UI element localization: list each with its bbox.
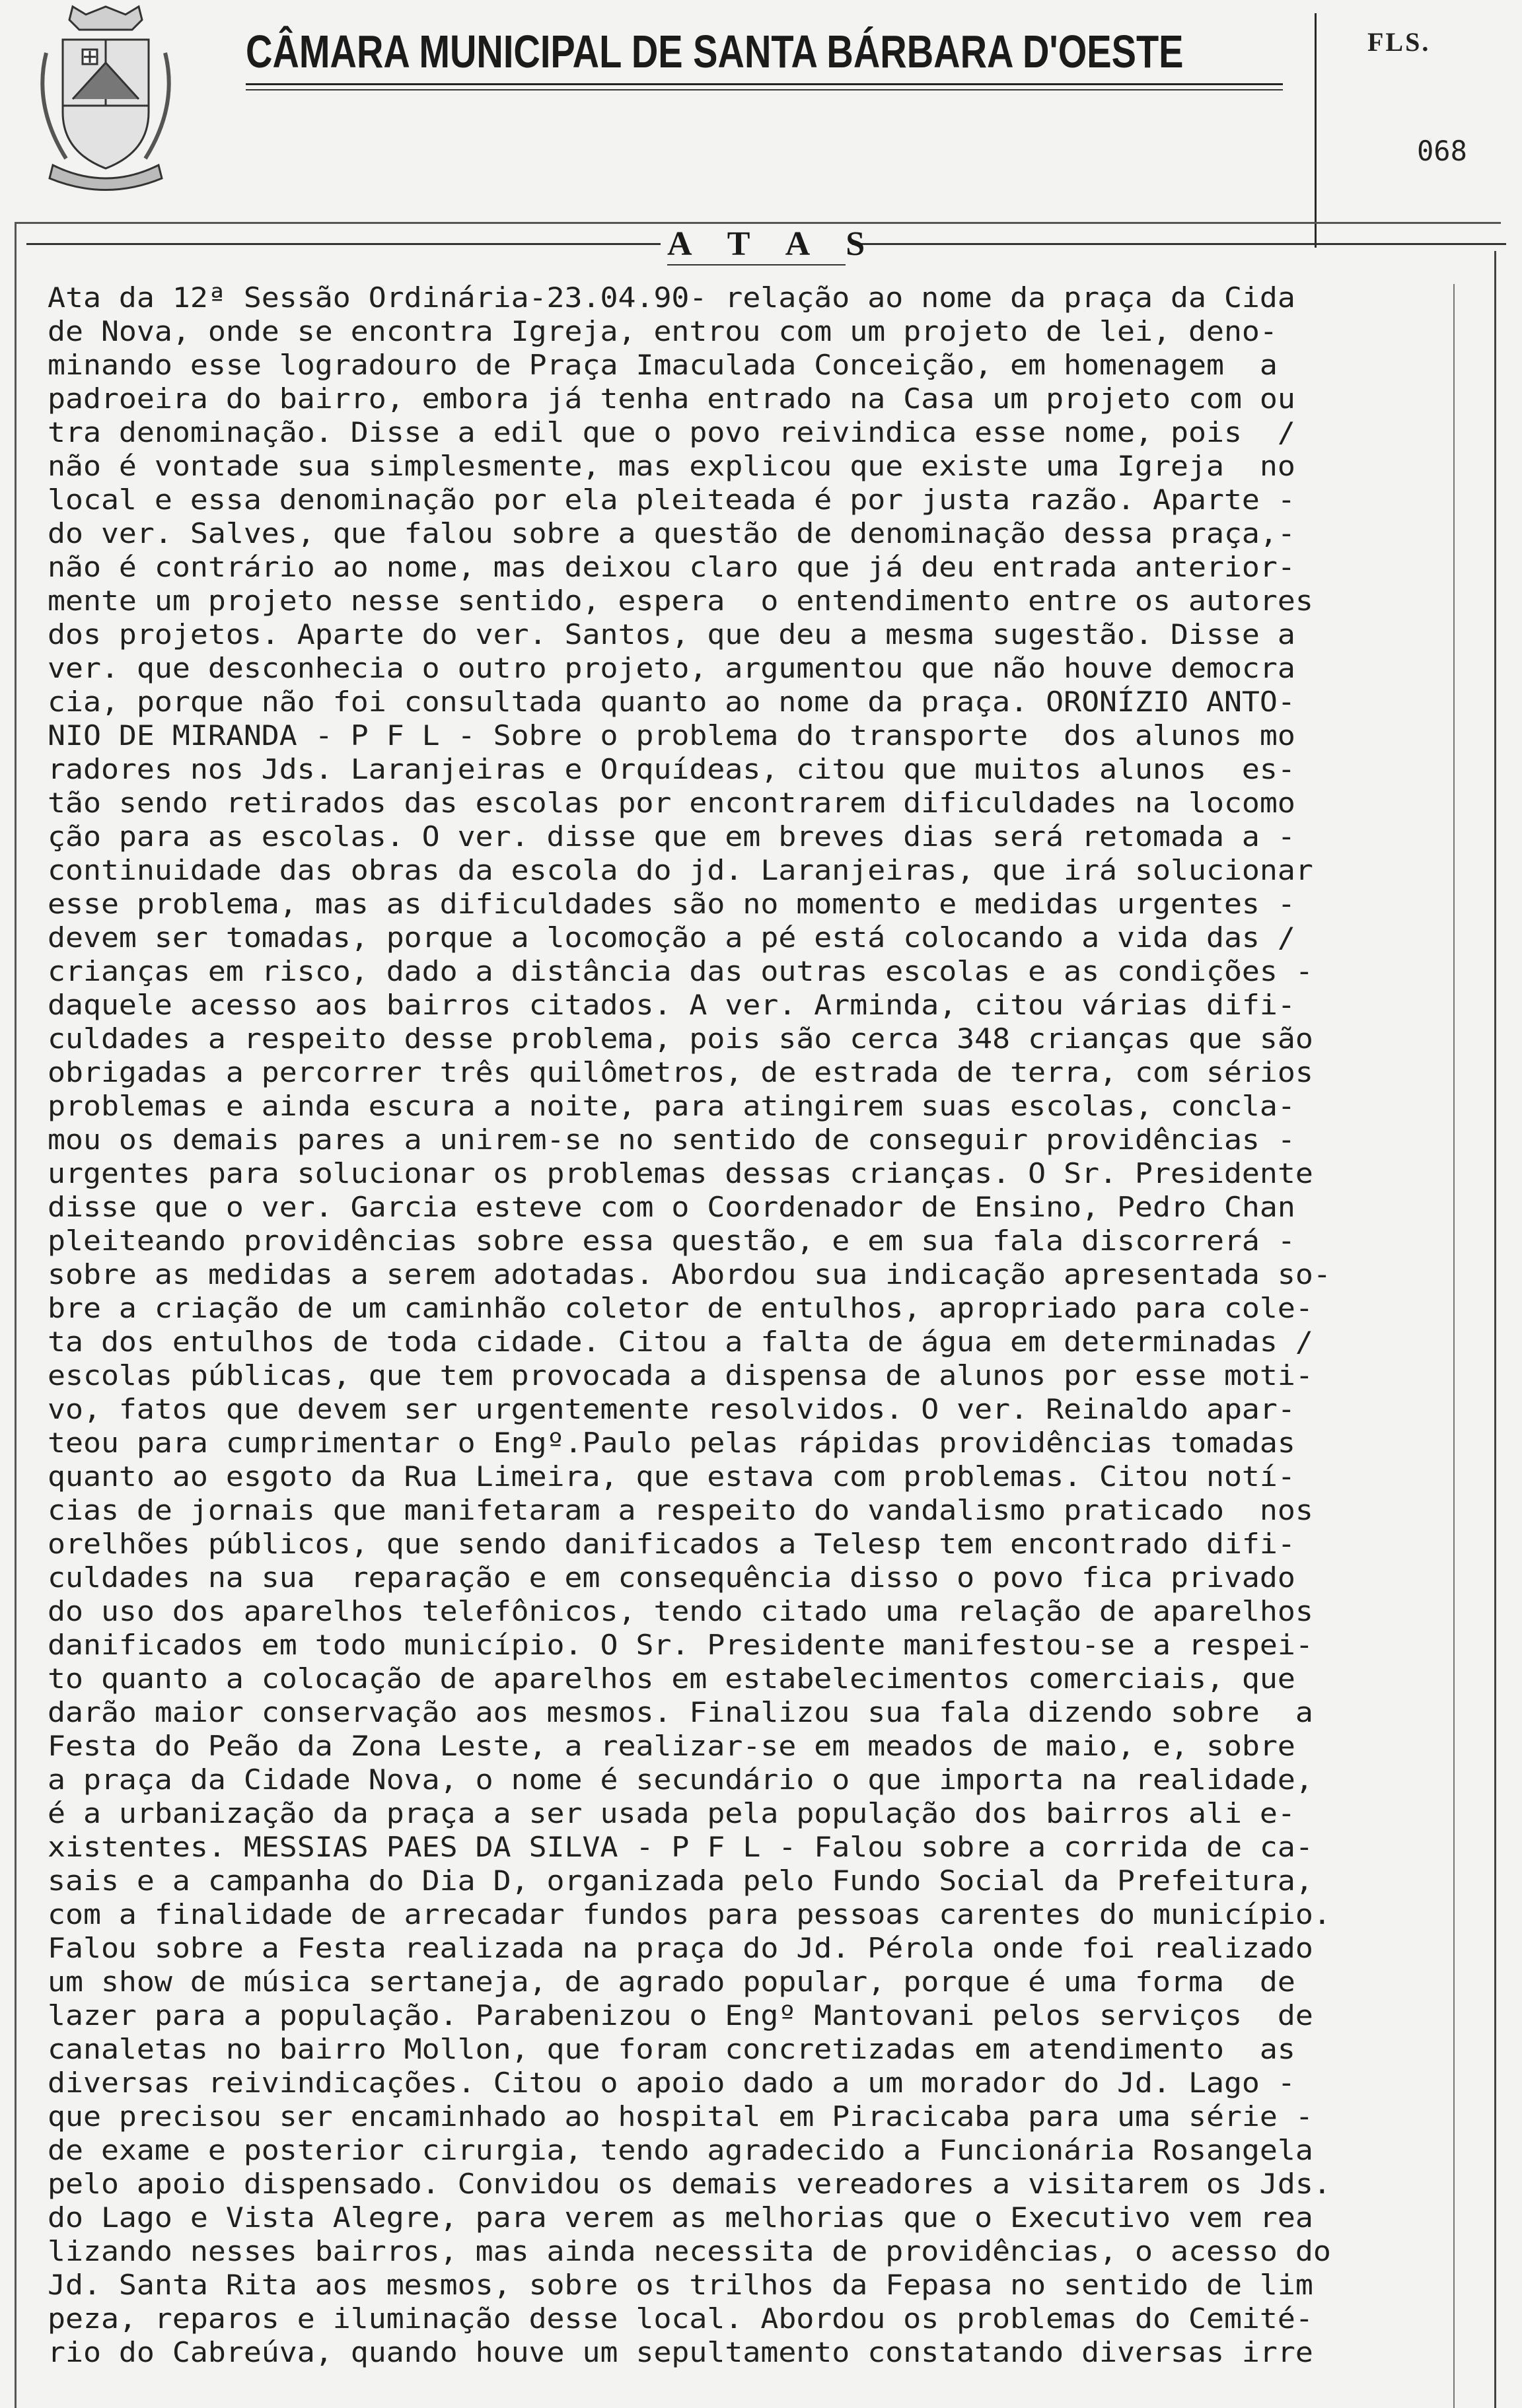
minutes-line bbox=[48, 618, 1468, 651]
minutes-line-text: darão maior conservação aos mesmos. Finalizou sua fala dizendo sobre a bbox=[48, 1696, 1313, 1728]
minutes-line bbox=[48, 685, 1468, 719]
minutes-line bbox=[48, 820, 1468, 853]
minutes-line bbox=[48, 2133, 1468, 2167]
minutes-body bbox=[48, 281, 1468, 2369]
minutes-line-text: tão sendo retirados das escolas por encontrarem dificuldades na locomo bbox=[48, 787, 1295, 819]
minutes-line bbox=[48, 1594, 1468, 1628]
minutes-line bbox=[48, 1864, 1468, 1897]
municipal-seal-icon bbox=[26, 0, 185, 198]
section-rule-left bbox=[26, 243, 661, 245]
minutes-line bbox=[48, 1965, 1468, 1999]
minutes-line bbox=[48, 449, 1468, 483]
minutes-line bbox=[48, 1460, 1468, 1493]
minutes-line-text: culdades na sua reparação e em consequência disso o povo fica privado bbox=[48, 1561, 1295, 1594]
minutes-line-text: danificados em todo município. O Sr. Presidente manifestou-se a respei- bbox=[48, 1629, 1313, 1661]
chamber-title: CÂMARA MUNICIPAL DE SANTA BÁRBARA D'OESTE bbox=[246, 26, 1184, 77]
minutes-line-text: vo, fatos que devem ser urgentemente resolvidos. O ver. Reinaldo apar- bbox=[48, 1393, 1295, 1425]
minutes-line-text: do uso dos aparelhos telefônicos, tendo citado uma relação de aparelhos bbox=[48, 1595, 1313, 1627]
minutes-line-text: escolas públicas, que tem provocada a dispensa de alunos por esse moti- bbox=[48, 1359, 1313, 1392]
minutes-line bbox=[48, 786, 1468, 820]
minutes-line-text: não é contrário ao nome, mas deixou claro que já deu entrada anterior- bbox=[48, 551, 1295, 583]
minutes-line-text: que precisou ser encaminhado ao hospital em Piracicaba para uma série - bbox=[48, 2100, 1313, 2133]
minutes-line bbox=[48, 483, 1468, 516]
minutes-line-text: devem ser tomadas, porque a locomoção a pé está colocando a vida das / bbox=[48, 921, 1295, 954]
minutes-line-text: do ver. Salves, que falou sobre a questão de denominação dessa praça,- bbox=[48, 517, 1295, 549]
minutes-line-text: de exame e posterior cirurgia, tendo agradecido a Funcionária Rosangela bbox=[48, 2134, 1313, 2166]
minutes-line bbox=[48, 2100, 1468, 2133]
minutes-line-text: quanto ao esgoto da Rua Limeira, que estava com problemas. Citou notí- bbox=[48, 1460, 1295, 1493]
minutes-line bbox=[48, 1224, 1468, 1257]
minutes-line bbox=[48, 1359, 1468, 1392]
minutes-line bbox=[48, 2234, 1468, 2268]
minutes-line bbox=[48, 1156, 1468, 1190]
minutes-line bbox=[48, 2032, 1468, 2066]
minutes-line-text: ta dos entulhos de toda cidade. Citou a falta de água em determinadas / bbox=[48, 1326, 1313, 1358]
minutes-line-text: problemas e ainda escura a noite, para atingirem suas escolas, concla- bbox=[48, 1090, 1295, 1122]
minutes-line-text: a praça da Cidade Nova, o nome é secundário o que importa na realidade, bbox=[48, 1763, 1313, 1796]
minutes-line-text: peza, reparos e iluminação desse local. Abordou os problemas do Cemité- bbox=[48, 2302, 1313, 2335]
header-divider bbox=[1315, 13, 1317, 248]
minutes-line bbox=[48, 1426, 1468, 1460]
minutes-line-text: canaletas no bairro Mollon, que foram concretizadas em atendimento as bbox=[48, 2033, 1295, 2065]
minutes-line-text: de Nova, onde se encontra Igreja, entrou com um projeto de lei, deno- bbox=[48, 315, 1278, 347]
minutes-line bbox=[48, 1931, 1468, 1965]
minutes-line-text: padroeira do bairro, embora já tenha entrado na Casa um projeto com ou bbox=[48, 382, 1295, 415]
minutes-line bbox=[48, 1055, 1468, 1089]
minutes-line-text: esse problema, mas as dificuldades são no momento e medidas urgentes - bbox=[48, 888, 1295, 920]
section-title: A T A S bbox=[667, 225, 880, 263]
minutes-line-text: ver. que desconhecia o outro projeto, argumentou que não houve democra bbox=[48, 652, 1295, 684]
minutes-line-text: cias de jornais que manifetaram a respeito do vandalismo praticado nos bbox=[48, 1494, 1313, 1526]
minutes-line-text: Falou sobre a Festa realizada na praça do Jd. Pérola onde foi realizado bbox=[48, 1932, 1313, 1964]
minutes-line-text: um show de música sertaneja, de agrado popular, porque é uma forma de bbox=[48, 1965, 1295, 1998]
minutes-line-text: crianças em risco, dado a distância das outras escolas e as condições - bbox=[48, 955, 1313, 987]
minutes-line-text: minando esse logradouro de Praça Imaculada Conceição, em homenagem a bbox=[48, 349, 1278, 381]
minutes-line bbox=[48, 348, 1468, 382]
minutes-line bbox=[48, 1190, 1468, 1224]
minutes-line-text: disse que o ver. Garcia esteve com o Coordenador de Ensino, Pedro Chan bbox=[48, 1191, 1295, 1223]
minutes-line bbox=[48, 2201, 1468, 2234]
minutes-line-text: é a urbanização da praça a ser usada pela população dos bairros ali e- bbox=[48, 1797, 1295, 1829]
minutes-line-text: obrigadas a percorrer três quilômetros, de estrada de terra, com sérios bbox=[48, 1056, 1313, 1088]
minutes-line bbox=[48, 2167, 1468, 2201]
minutes-line bbox=[48, 1392, 1468, 1426]
minutes-line-text: teou para cumprimentar o Engº.Paulo pelas rápidas providências tomadas bbox=[48, 1427, 1295, 1459]
title-underline-2 bbox=[246, 89, 1283, 90]
minutes-line bbox=[48, 1628, 1468, 1662]
minutes-line bbox=[48, 853, 1468, 887]
minutes-line-text: radores nos Jds. Laranjeiras e Orquídeas, citou que muitos alunos es- bbox=[48, 753, 1295, 785]
minutes-line bbox=[48, 1022, 1468, 1055]
minutes-line-text: pelo apoio dispensado. Convidou os demais vereadores a visitarem os Jds. bbox=[48, 2168, 1331, 2200]
minutes-line-text: rio do Cabreúva, quando houve um sepultamento constatando diversas irre bbox=[48, 2336, 1313, 2368]
minutes-line-text: sais e a campanha do Dia D, organizada pelo Fundo Social da Prefeitura, bbox=[48, 1864, 1313, 1897]
minutes-line-text: diversas reivindicações. Citou o apoio dado a um morador do Jd. Lago - bbox=[48, 2067, 1295, 2099]
minutes-line-text: culdades a respeito desse problema, pois são cerca 348 crianças que são bbox=[48, 1022, 1313, 1055]
frame-right-border bbox=[1494, 251, 1496, 2408]
minutes-line bbox=[48, 1291, 1468, 1325]
minutes-line bbox=[48, 1763, 1468, 1796]
minutes-line-text: lizando nesses bairros, mas ainda necessita de providências, o acesso do bbox=[48, 2235, 1331, 2267]
minutes-line bbox=[48, 1123, 1468, 1156]
minutes-line bbox=[48, 988, 1468, 1022]
minutes-line-text: daquele acesso aos bairros citados. A ver. Arminda, citou várias difi- bbox=[48, 989, 1295, 1021]
minutes-line-text: cia, porque não foi consultada quanto ao nome da praça. ORONÍZIO ANTO- bbox=[48, 686, 1295, 718]
minutes-line bbox=[48, 2302, 1468, 2335]
minutes-line bbox=[48, 281, 1468, 314]
frame-top-border bbox=[15, 222, 1501, 224]
minutes-line-text: NIO DE MIRANDA - P F L - Sobre o problema do transporte dos alunos mo bbox=[48, 719, 1295, 752]
minutes-line-text: Ata da 12ª Sessão Ordinária-23.04.90- relação ao nome da praça da Cida bbox=[48, 281, 1295, 314]
minutes-line bbox=[48, 1561, 1468, 1594]
minutes-line-text: Festa do Peão da Zona Leste, a realizar-se em meados de maio, e, sobre bbox=[48, 1730, 1295, 1762]
folio-number: 068 bbox=[1417, 135, 1467, 167]
frame-left-border bbox=[15, 222, 17, 2408]
minutes-line bbox=[48, 314, 1468, 348]
minutes-line-text: urgentes para solucionar os problemas dessas crianças. O Sr. Presidente bbox=[48, 1157, 1313, 1189]
minutes-line-text: lazer para a população. Parabenizou o Engº Mantovani pelos serviços de bbox=[48, 1999, 1313, 2032]
minutes-line-text: to quanto a colocação de aparelhos em estabelecimentos comerciais, que bbox=[48, 1662, 1295, 1695]
minutes-line bbox=[48, 1089, 1468, 1123]
minutes-line bbox=[48, 516, 1468, 550]
title-underline bbox=[246, 83, 1283, 85]
minutes-line-text: mente um projeto nesse sentido, espera o entendimento entre os autores bbox=[48, 584, 1313, 617]
minutes-line-text: continuidade das obras da escola do jd. Laranjeiras, que irá solucionar bbox=[48, 854, 1313, 886]
minutes-line bbox=[48, 1999, 1468, 2032]
minutes-line-text: local e essa denominação por ela pleiteada é por justa razão. Aparte - bbox=[48, 483, 1295, 516]
minutes-line-text: bre a criação de um caminhão coletor de entulhos, apropriado para cole- bbox=[48, 1292, 1313, 1324]
minutes-line bbox=[48, 887, 1468, 921]
minutes-line-text: tra denominação. Disse a edil que o povo reivindica esse nome, pois / bbox=[48, 416, 1295, 448]
minutes-line bbox=[48, 1729, 1468, 1763]
minutes-line-text: pleiteando providências sobre essa questão, e em sua fala discorrerá - bbox=[48, 1224, 1295, 1257]
minutes-line bbox=[48, 382, 1468, 415]
minutes-line bbox=[48, 2335, 1468, 2369]
minutes-line bbox=[48, 1897, 1468, 1931]
minutes-line bbox=[48, 954, 1468, 988]
minutes-line bbox=[48, 415, 1468, 449]
minutes-line-text: xistentes. MESSIAS PAES DA SILVA - P F L - Falou sobre a corrida de ca- bbox=[48, 1831, 1313, 1863]
minutes-line bbox=[48, 752, 1468, 786]
minutes-line bbox=[48, 1695, 1468, 1729]
minutes-line bbox=[48, 2066, 1468, 2100]
minutes-line-text: não é vontade sua simplesmente, mas explicou que existe uma Igreja no bbox=[48, 450, 1295, 482]
minutes-line-text: Jd. Santa Rita aos mesmos, sobre os trilhos da Fepasa no sentido de lim bbox=[48, 2269, 1313, 2301]
minutes-line-text: mou os demais pares a unirem-se no sentido de conseguir providências - bbox=[48, 1123, 1295, 1156]
minutes-line-text: dos projetos. Aparte do ver. Santos, que deu a mesma sugestão. Disse a bbox=[48, 618, 1295, 651]
minutes-line bbox=[48, 550, 1468, 584]
minutes-line-text: sobre as medidas a serem adotadas. Abordou sua indicação apresentada so- bbox=[48, 1258, 1331, 1291]
section-rule-right bbox=[852, 243, 1506, 245]
minutes-line bbox=[48, 2268, 1468, 2302]
fls-label: FLS. bbox=[1367, 27, 1431, 57]
minutes-line bbox=[48, 1257, 1468, 1291]
minutes-line-text: do Lago e Vista Alegre, para verem as melhorias que o Executivo vem rea bbox=[48, 2201, 1313, 2234]
minutes-line bbox=[48, 1796, 1468, 1830]
minutes-line bbox=[48, 719, 1468, 752]
minutes-line-text: ção para as escolas. O ver. disse que em breves dias será retomada a - bbox=[48, 820, 1295, 853]
minutes-line bbox=[48, 1527, 1468, 1561]
minutes-line bbox=[48, 584, 1468, 618]
minutes-line bbox=[48, 1662, 1468, 1695]
minutes-line-text: orelhões públicos, que sendo danificados a Telesp tem encontrado difi- bbox=[48, 1528, 1295, 1560]
minutes-line bbox=[48, 1830, 1468, 1864]
minutes-line bbox=[48, 921, 1468, 954]
section-title-underline bbox=[667, 264, 846, 266]
minutes-line-text: com a finalidade de arrecadar fundos para pessoas carentes do município. bbox=[48, 1898, 1331, 1930]
minutes-line bbox=[48, 1493, 1468, 1527]
minutes-line bbox=[48, 651, 1468, 685]
minutes-line bbox=[48, 1325, 1468, 1359]
